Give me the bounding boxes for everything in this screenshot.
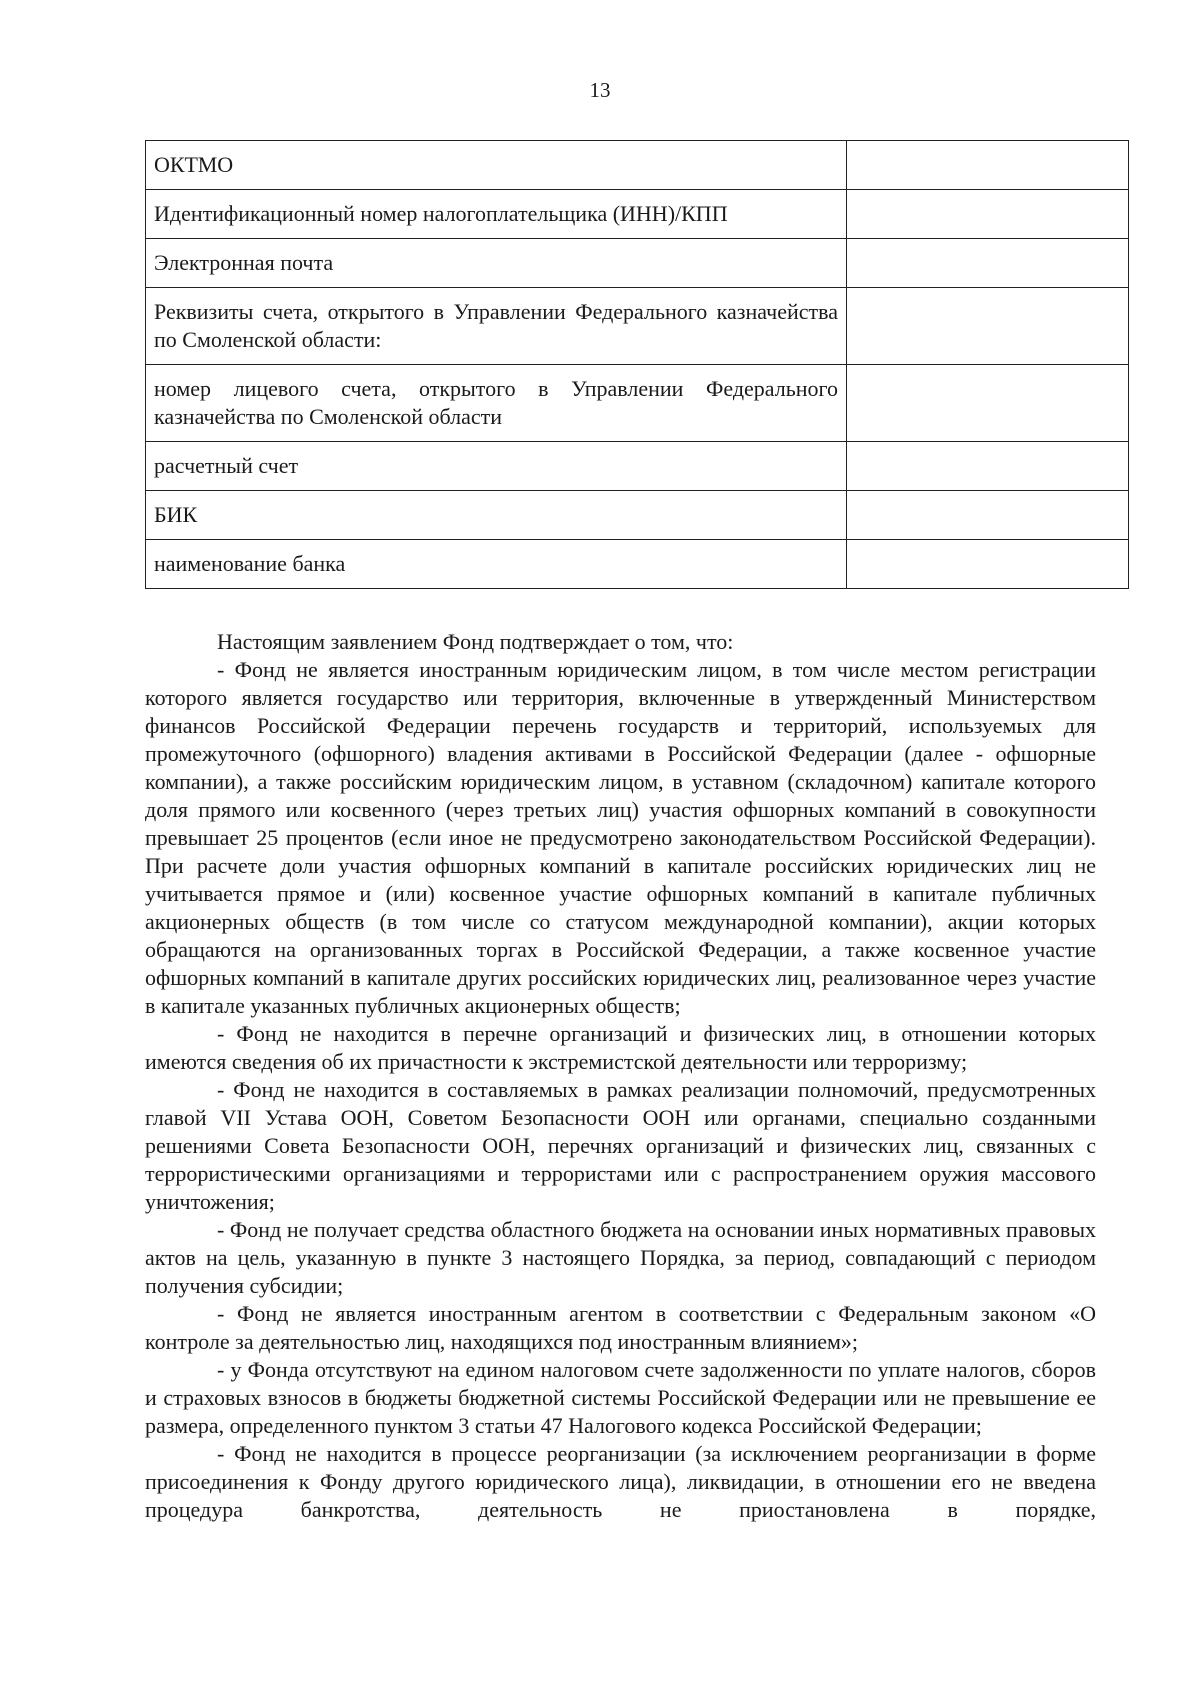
table-row [146,442,1129,491]
declaration-item-budget-funds: - Фонд не получает средства областного бюджета на основании иных нормативных правовых актов на цель, указанную в пункте 3 настоящего Порядка, за период, совпадающий с периодом получения субсидии; [145,1217,1096,1298]
row-value-settlement-account [847,442,1129,491]
row-label-email: Электронная почта [146,239,847,288]
declaration-intro: Настоящим заявлением Фонд подтверждает о том, что: [217,629,734,654]
requisites-table [145,140,1129,589]
declaration-item-tax-debt: - у Фонда отсутствуют на едином налоговом счете задолженности по уплате налогов, сборов и страховых взносов в бюджеты бюджетной системы Российской Федерации или не превышение ее размера, определенного пунктом 3 статьи 47 Налогового кодекса Российской Федерации; [145,1357,1096,1438]
row-value-oktmo [847,141,1129,190]
row-label-personal-account: номер лицевого счета, открытого в Управлении Федерального казначейства по Смоленской области [146,365,847,442]
row-value-personal-account [847,365,1129,442]
row-label-bank-name: наименование банка [146,540,847,589]
row-label-inn-kpp: Идентификационный номер налогоплательщика (ИНН)/КПП [146,190,847,239]
declaration-item-un-lists: - Фонд не находится в составляемых в рамках реализации полномочий, предусмотренных главой VII Устава ООН, Советом Безопасности ООН или органами, специально созданными решениями Совета Безопасности ООН, перечнях организаций и физических лиц, связанных с террористическими организациями и террористами или с распространением оружия массового уничтожения; [145,1077,1096,1214]
table-row [146,141,1129,190]
row-label-settlement-account: расчетный счет [146,442,847,491]
table-row [146,365,1129,442]
declaration-item-offshore: - Фонд не является иностранным юридическим лицом, в том числе местом регистрации которого является государство или территория, включенные в утвержденный Министерством финансов Российской Федерации перечень государств и территорий, используемых для промежуточного (офшорного) владения активами в Российской Федерации (далее - офшорные компании), а также российским юридическим лицом, в уставном (складочном) капитале которого доля прямого или косвенного (через третьих лиц) участия офшорных компаний в совокупности превышает 25 процентов (если иное не предусмотрено законодательством Российской Федерации). При расчете доли участия офшорных компаний в капитале российских юридических лиц не учитывается прямое и (или) косвенное участие офшорных компаний в капитале публичных акционерных обществ (в том числе со статусом международной компании), акции которых обращаются на организованных торгах в Российской Федерации, а также косвенное участие офшорных компаний в капитале других российских юридических лиц, реализованное через участие в капитале указанных публичных акционерных обществ; [145,657,1096,1018]
row-value-bik [847,491,1129,540]
declaration-item-foreign-agent: - Фонд не является иностранным агентом в соответствии с Федеральным законом «О контроле за деятельностью лиц, находящихся под иностранным влиянием»; [145,1301,1096,1354]
row-label-oktmo: ОКТМО [146,141,847,190]
page-number: 13 [589,78,611,102]
row-label-bik: БИК [146,491,847,540]
declaration-item-reorganization: - Фонд не находится в процессе реорганизации (за исключением реорганизации в форме присоединения к Фонду другого юридического лица), ликвидации, в отношении его не введена процедура банкротства, деятельность не приостановлена в порядке, [145,1441,1096,1522]
row-value-bank-name [847,540,1129,589]
table-row [146,540,1129,589]
table-row [146,239,1129,288]
declaration-item-extremism: - Фонд не находится в перечне организаций и физических лиц, в отношении которых имеются сведения об их причастности к экстремистской деятельности или терроризму; [145,1021,1096,1074]
table-row [146,491,1129,540]
declaration-text [145,628,1096,1524]
row-value-account-details [847,288,1129,365]
table-row [146,288,1129,365]
row-value-email [847,239,1129,288]
row-value-inn-kpp [847,190,1129,239]
row-label-account-details: Реквизиты счета, открытого в Управлении Федерального казначейства по Смоленской области: [146,288,847,365]
table-row [146,190,1129,239]
